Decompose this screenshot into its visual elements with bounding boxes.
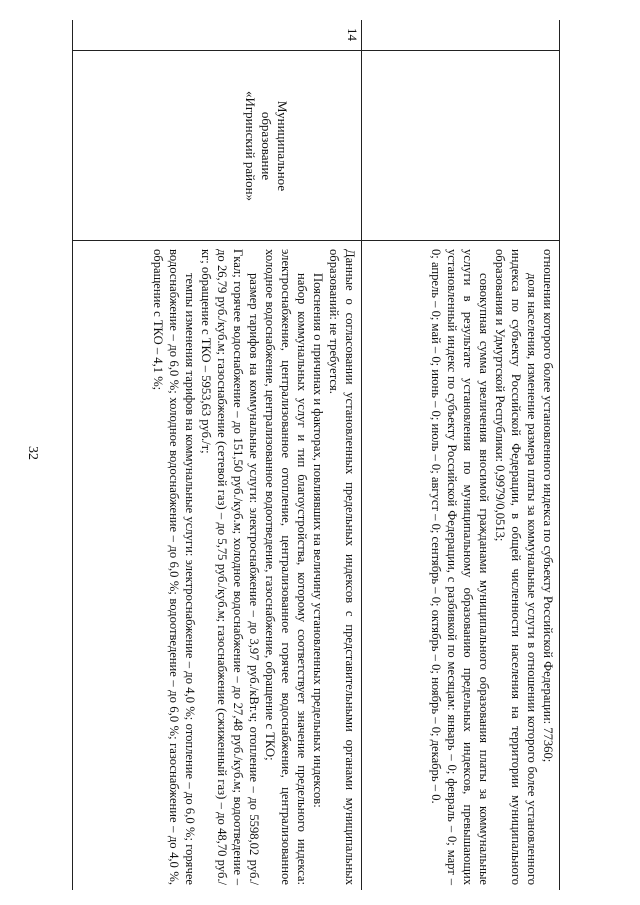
- table-row: [361, 20, 560, 890]
- paragraph: Данные о согласовании установленных предельных индексов с представительными органами муниципальных образований: не требуется.: [327, 249, 357, 885]
- table-row: [72, 20, 362, 890]
- row-number: 14: [345, 28, 360, 41]
- description-text: [150, 241, 362, 890]
- paragraph: темпы изменения тарифов на коммунальные услуги: электроснабжение – до 4,0 %; отопление – до 6,0 %; горячее водоснабжение – до 6,0 %; холодное водоснабжение – до 6,0 %; водоотведение – до 6,0 %; газоснабжение – до 4,0 %, обращение с ТКО – 4,1 %;: [151, 249, 197, 885]
- description-cell: [362, 240, 560, 890]
- paragraph: размер тарифов на коммунальные услуги: электроснабжение – до 3,97 руб./кВт.ч; отопление – до 5598,02 руб./Гкал; горячее водоснабжение – до 151,50 руб./куб.м; холодное водоснабжение – до 27,48 руб./куб.м; водоотведение – до 26,79 руб./куб.м; газоснабжение (сетевой газ) – до 5,75 руб./куб.м; газоснабжение (сжиженный газ) – до 48,70 руб./кг; обращение с ТКО – 5953,63 руб./т;: [199, 249, 261, 885]
- paragraph: Пояснения о причинах и факторах, повлиявших на величину установленных предельных индексов:: [311, 273, 325, 808]
- page-number: 32: [25, 446, 40, 460]
- paragraph: совокупная сумма увеличения вносимой гражданами муниципального образования платы за коммунальные услуги в результате установления по муниципальному образованию предельных индексов, превышающих установленный индекс по субъекту Российской Федерации, с разбивкой по месяцам: январь – 0; февраль – 0; март – 0; апрель – 0; май – 0; июнь – 0; июль – 0; август – 0; сентябрь – 0; октябрь – 0; ноябрь – 0; декабрь – 0.: [429, 249, 491, 885]
- paragraph: отношении которого более установленного индекса по субъекту Российской Федерации: 77360;: [541, 249, 555, 763]
- municipality-name-line: образование: [259, 111, 274, 181]
- municipality-cell: [362, 50, 560, 241]
- row-number-cell: [72, 20, 362, 50]
- paragraph: набор коммунальных услуг и тип благоустройства, которому соответствует значение предельного индекса: электроснабжение, централизованное отопление, централизованное горячее водоснабжение, централизованное холодное водоснабжение, централизованное водоотведение, газоснабжение, обращение с ТКО;: [263, 249, 309, 885]
- municipality-cell: [72, 50, 362, 241]
- municipality-name-line: Муниципальное: [275, 100, 290, 192]
- row-number-cell: [362, 20, 560, 50]
- municipality-name-line: «Игринский район»: [243, 90, 258, 202]
- table-viewport: [72, 20, 560, 890]
- document-table: [72, 20, 560, 890]
- municipality-name: [242, 51, 290, 241]
- paragraph: доля населения, изменение размера платы за коммунальные услуги в отношении которого более установленного индекса по субъекту Российской Федерации, в общей численности населения на территории муниципального образования и Удмуртской Республики: 0,9979/0,0513;: [493, 249, 539, 885]
- row-number: [558, 20, 560, 50]
- description-text: [428, 241, 560, 890]
- description-cell: [72, 240, 362, 890]
